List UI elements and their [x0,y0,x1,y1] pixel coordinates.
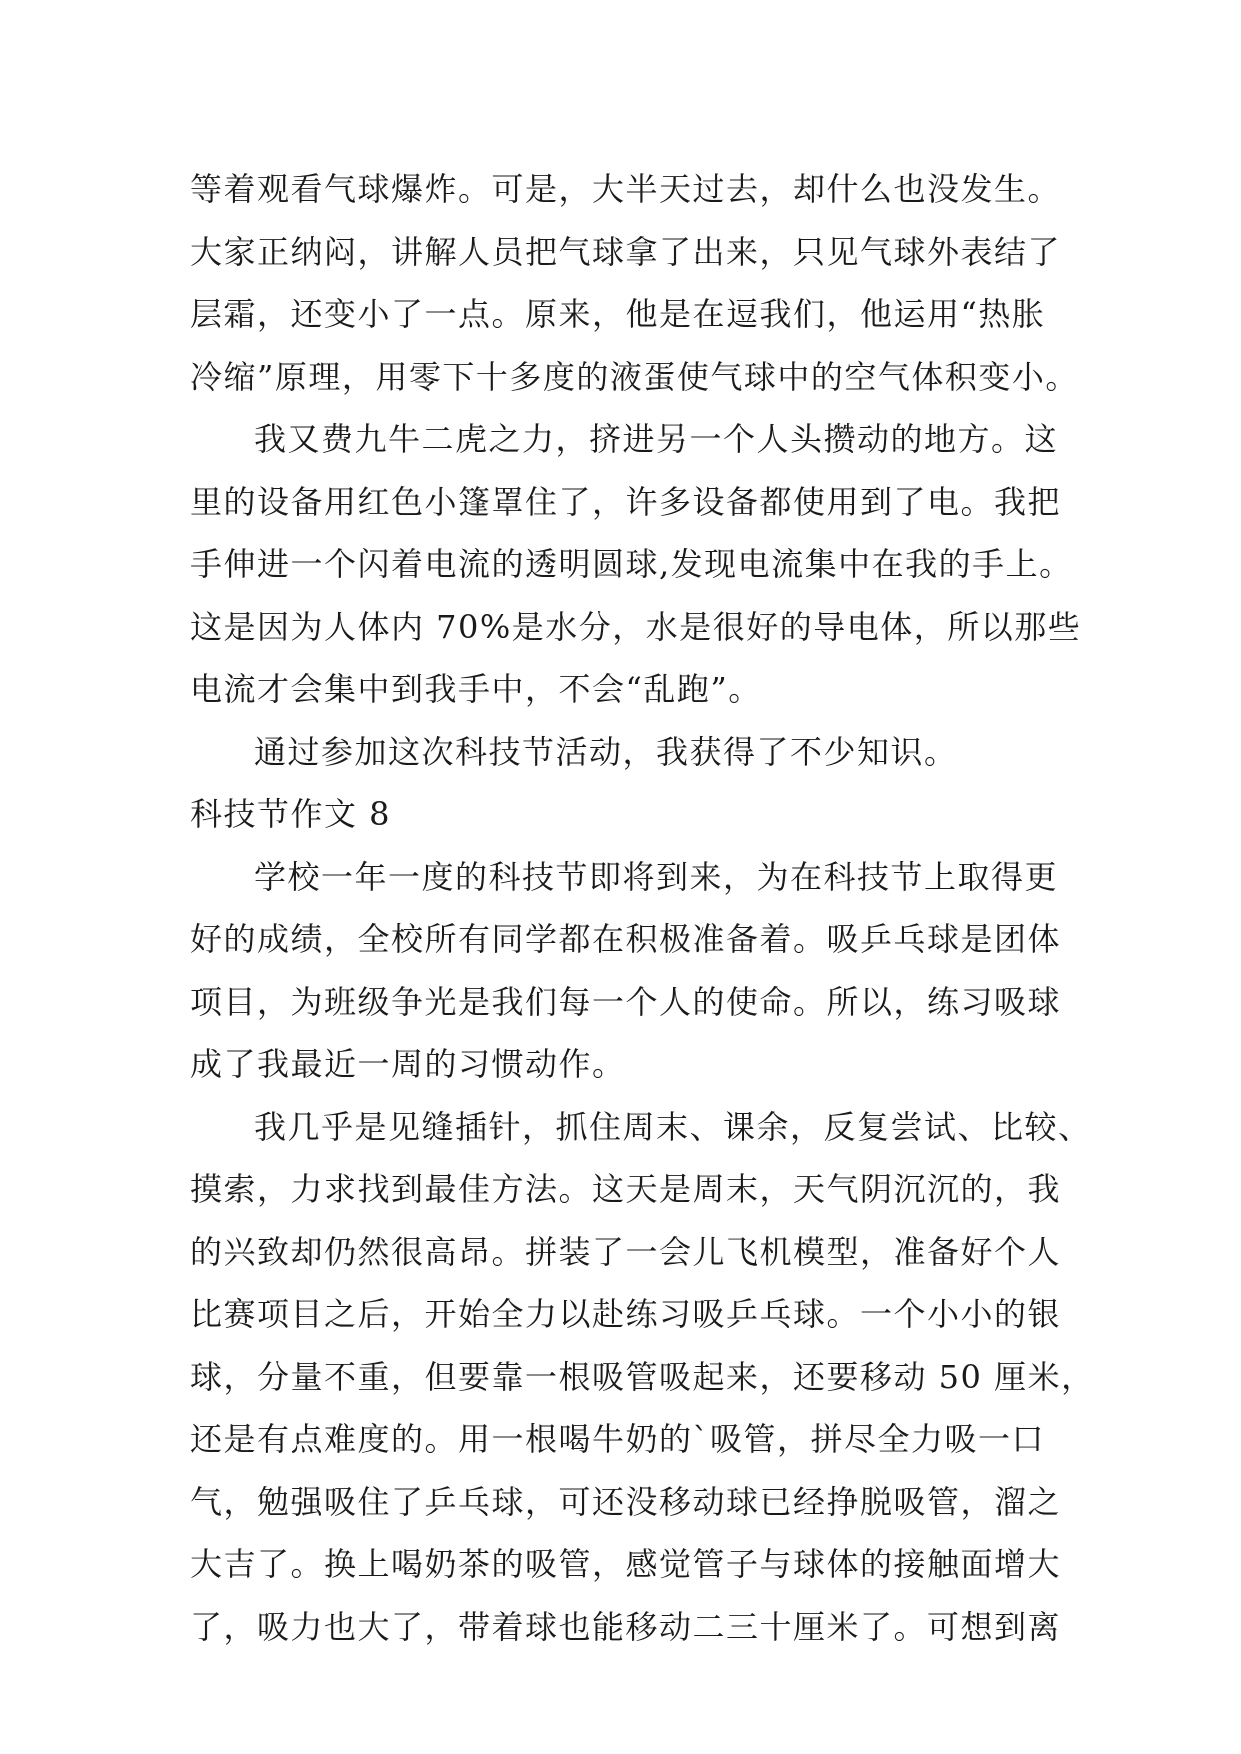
text-line: 项目，为班级争光是我们每一个人的使命。所以，练习吸球 [190,982,1062,1021]
text-line: 这是因为人体内 70%是水分，水是很好的导电体，所以那些 [190,607,1082,646]
text-line: 球，分量不重，但要靠一根吸管吸起来，还要移动 50 厘米， [190,1357,1095,1396]
text-line: 大家正纳闷，讲解人员把气球拿了出来，只见气球外表结了 [190,232,1062,271]
text-line: 手伸进一个闪着电流的透明圆球,发现电流集中在我的手上。 [190,545,1073,583]
paragraph-start-line: 我又费九牛二虎之力，挤进另一个人头攒动的地方。这 [254,420,1059,458]
section-heading: 科技节作文 8 [190,795,392,833]
text-line: 里的设备用红色小篷罩住了，许多设备都使用到了电。我把 [190,482,1062,521]
text-line: 了，吸力也大了，带着球也能移动二三十厘米了。可想到离 [190,1607,1062,1646]
text-line: 好的成绩，全校所有同学都在积极准备着。吸乒乓球是团体 [190,920,1062,958]
text-line: 气，勉强吸住了乒乓球，可还没移动球已经挣脱吸管，溜之 [190,1482,1062,1521]
text-line: 比赛项目之后，开始全力以赴练习吸乒乓球。一个小小的银 [190,1295,1062,1333]
text-line: 等着观看气球爆炸。可是，大半天过去，却什么也没发生。 [190,170,1062,208]
text-line: 电流才会集中到我手中，不会“乱跑”。 [190,670,762,708]
text-line: 的兴致却仍然很高昂。拼装了一会儿飞机模型，准备好个人 [190,1232,1062,1271]
text-line: 摸索，力求找到最佳方法。这天是周末，天气阴沉沉的，我 [190,1170,1062,1208]
text-line: 大吉了。换上喝奶茶的吸管，感觉管子与球体的接触面增大 [190,1545,1062,1583]
text-line: 成了我最近一周的习惯动作。 [190,1045,626,1083]
paragraph-start-line: 学校一年一度的科技节即将到来，为在科技节上取得更 [254,857,1059,896]
paragraph-start-line: 我几乎是见缝插针，抓住周末、课余，反复尝试、比较、 [254,1107,1092,1146]
text-line: 还是有点难度的。用一根喝牛奶的`吸管，拼尽全力吸一口 [190,1420,1046,1458]
text-line: 冷缩”原理，用零下十多度的液蛋使气球中的空气体积变小。 [190,357,1079,396]
paragraph-start-line: 通过参加这次科技节活动，我获得了不少知识。 [254,732,958,771]
text-line: 层霜，还变小了一点。原来，他是在逗我们，他运用“热胀 [190,295,1046,333]
essay-body [190,158,1095,1658]
